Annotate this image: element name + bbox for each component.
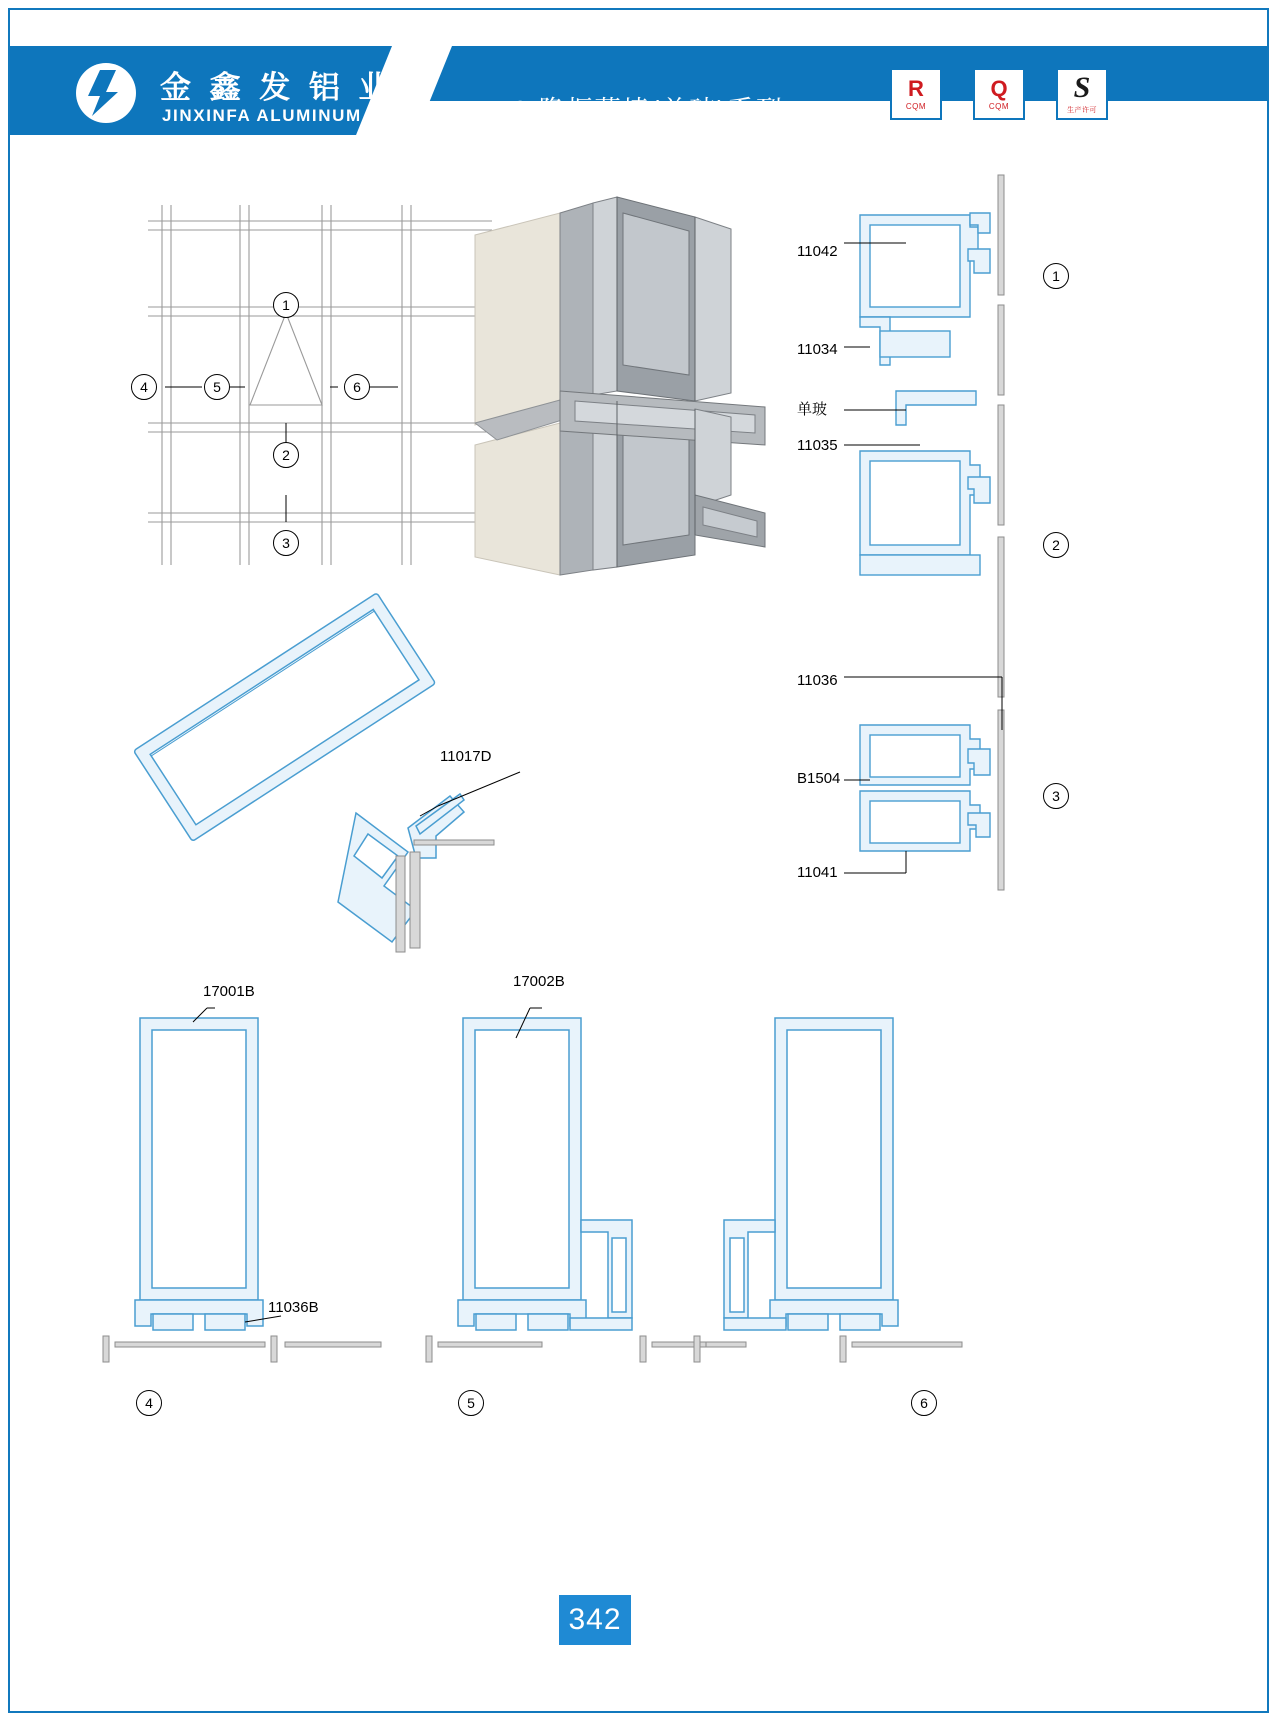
bottom-callout-4: 4 <box>136 1390 162 1416</box>
bottom-section-6 <box>690 1000 990 1360</box>
grid-callout-2: 2 <box>273 442 299 468</box>
right-detail-sections <box>850 165 1150 905</box>
grid-callout-1: 1 <box>273 292 299 318</box>
arrow-down-right-icon <box>780 102 802 124</box>
page-number-badge: 342 <box>559 1595 631 1645</box>
label-b1504: B1504 <box>797 770 841 787</box>
section-callout-2: 2 <box>1043 532 1069 558</box>
cert-glyph: R <box>908 75 924 101</box>
label-11041: 11041 <box>797 864 838 881</box>
company-logo-icon <box>70 62 142 124</box>
section-callout-1: 1 <box>1043 263 1069 289</box>
cert-badge-s <box>1056 68 1108 120</box>
label-17001b: 17001B <box>203 983 255 1000</box>
label-11042: 11042 <box>797 243 838 260</box>
brand-name-en: JINXINFA ALUMINUM <box>162 106 362 125</box>
page-title: 170 隐框幕墙(单玻)系列 <box>480 95 784 125</box>
cert-glyph: S <box>1073 71 1091 104</box>
grid-callout-3: 3 <box>273 530 299 556</box>
label-danbo: 单玻 <box>797 401 828 418</box>
label-11036: 11036 <box>797 672 838 689</box>
bottom-section-5 <box>418 1000 718 1360</box>
grid-callout-5: 5 <box>204 374 230 400</box>
cert-glyph: Q <box>990 75 1008 101</box>
label-11017d: 11017D <box>440 748 492 765</box>
bottom-callout-6: 6 <box>911 1390 937 1416</box>
label-11034: 11034 <box>797 341 838 358</box>
brand-name-cn: 金 鑫 发 铝 业 <box>160 70 395 105</box>
cert-sub: CQM <box>905 101 927 111</box>
label-11035: 11035 <box>797 437 838 454</box>
bottom-callout-5: 5 <box>458 1390 484 1416</box>
bottom-section-4 <box>95 1000 385 1360</box>
grid-callout-4: 4 <box>131 374 157 400</box>
page-header <box>10 10 1267 135</box>
curtain-wall-3d-render <box>465 195 775 595</box>
cert-sub: 生产许可 <box>1067 107 1097 114</box>
cert-badge-q <box>973 68 1025 120</box>
cert-sub: CQM <box>988 101 1010 111</box>
label-11036b: 11036B <box>268 1299 319 1316</box>
grid-callout-6: 6 <box>344 374 370 400</box>
diagonal-frame-detail <box>120 590 590 1010</box>
section-callout-3: 3 <box>1043 783 1069 809</box>
label-17002b: 17002B <box>513 973 565 990</box>
cert-badge-r <box>890 68 942 120</box>
grid-elevation-diagram <box>140 195 500 575</box>
